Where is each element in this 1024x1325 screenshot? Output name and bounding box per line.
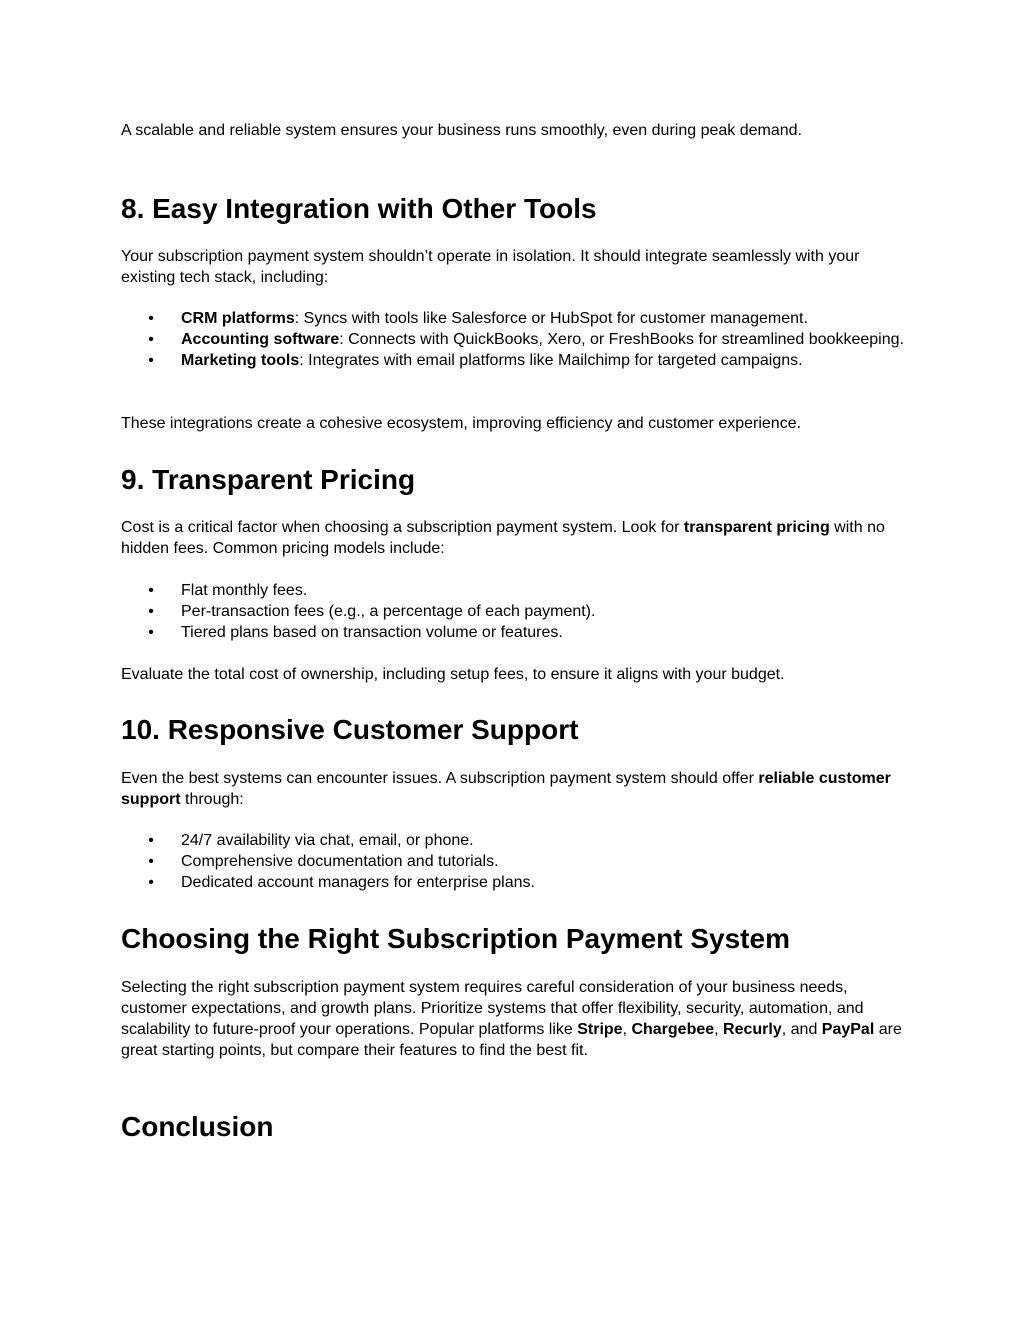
list-item (121, 851, 911, 872)
bullet-icon: • (148, 582, 154, 599)
support-text-end: through: (180, 791, 244, 808)
list-item (121, 308, 911, 329)
heading-conclusion: Conclusion (121, 1111, 274, 1142)
pricing-text-start: Cost is a critical factor when choosing a subscription payment system. Look for (121, 519, 684, 536)
item-text: Tiered plans based on transaction volume or features. (181, 624, 563, 641)
choosing-text: , and (781, 1021, 822, 1038)
list-item (121, 350, 911, 371)
intro-paragraph: A scalable and reliable system ensures your business runs smoothly, even during peak demand. (121, 122, 802, 139)
heading-choosing-system: Choosing the Right Subscription Payment System (121, 923, 790, 954)
pricing-emphasis: transparent pricing (683, 519, 830, 536)
choosing-text: , (622, 1021, 632, 1038)
heading-easy-integration: 8. Easy Integration with Other Tools (121, 193, 597, 224)
support-paragraph (121, 768, 911, 810)
item-text: Dedicated account managers for enterprise plans. (181, 874, 535, 891)
integration-closing: These integrations create a cohesive ecosystem, improving efficiency and customer experience. (121, 415, 802, 432)
bullet-icon: • (148, 310, 154, 327)
list-item (121, 580, 911, 601)
heading-transparent-pricing: 9. Transparent Pricing (121, 464, 416, 495)
bullet-icon: • (148, 874, 154, 891)
support-text-start: Even the best systems can encounter issues. A subscription payment system should offer (121, 770, 759, 787)
pricing-closing: Evaluate the total cost of ownership, including setup fees, to ensure it aligns with your budget. (121, 666, 785, 683)
platform-name: Stripe (577, 1021, 623, 1038)
item-text: Per-transaction fees (e.g., a percentage of each payment). (181, 603, 596, 620)
item-text: Flat monthly fees. (181, 582, 308, 599)
list-item (121, 830, 911, 851)
item-term: Accounting software (181, 331, 340, 348)
choosing-text: are great starting points, but compare their features to find the best fit. (121, 1021, 902, 1059)
choosing-text: , (714, 1021, 724, 1038)
bullet-icon: • (148, 624, 154, 641)
item-term: CRM platforms (181, 310, 295, 327)
choosing-text: Selecting the right subscription payment system requires careful consideration of your business needs, customer expectations, and growth plans. Prioritize systems that offer flexibility, security, automation, and scalability to future-proof your operations. Popular platforms like (121, 979, 864, 1038)
list-item (121, 872, 911, 893)
platform-name: PayPal (821, 1021, 875, 1038)
item-text: Comprehensive documentation and tutorials. (181, 853, 499, 870)
pricing-paragraph (121, 517, 911, 559)
list-item (121, 329, 911, 350)
platform-name: Chargebee (631, 1021, 715, 1038)
bullet-icon: • (148, 352, 154, 369)
item-text: 24/7 availability via chat, email, or phone. (181, 832, 474, 849)
integration-paragraph: Your subscription payment system shouldn’t operate in isolation. It should integrate seamlessly with your existing tech stack, including: (121, 248, 860, 286)
bullet-icon: • (148, 832, 154, 849)
support-emphasis: reliable customer support (121, 770, 891, 808)
bullet-icon: • (148, 853, 154, 870)
choosing-paragraph (121, 977, 911, 1061)
pricing-list (121, 580, 911, 643)
item-text: : Connects with QuickBooks, Xero, or FreshBooks for streamlined bookkeeping. (339, 331, 904, 348)
pricing-text-end: with no hidden fees. Common pricing models include: (121, 519, 885, 557)
item-term: Marketing tools (181, 352, 300, 369)
item-text: : Integrates with email platforms like Mailchimp for targeted campaigns. (299, 352, 803, 369)
platform-name: Recurly (723, 1021, 782, 1038)
integration-list (121, 308, 911, 371)
heading-customer-support: 10. Responsive Customer Support (121, 714, 579, 745)
item-text: : Syncs with tools like Salesforce or HubSpot for customer management. (294, 310, 808, 327)
list-item (121, 601, 911, 622)
list-item (121, 622, 911, 643)
support-list (121, 830, 911, 893)
bullet-icon: • (148, 603, 154, 620)
bullet-icon: • (148, 331, 154, 348)
